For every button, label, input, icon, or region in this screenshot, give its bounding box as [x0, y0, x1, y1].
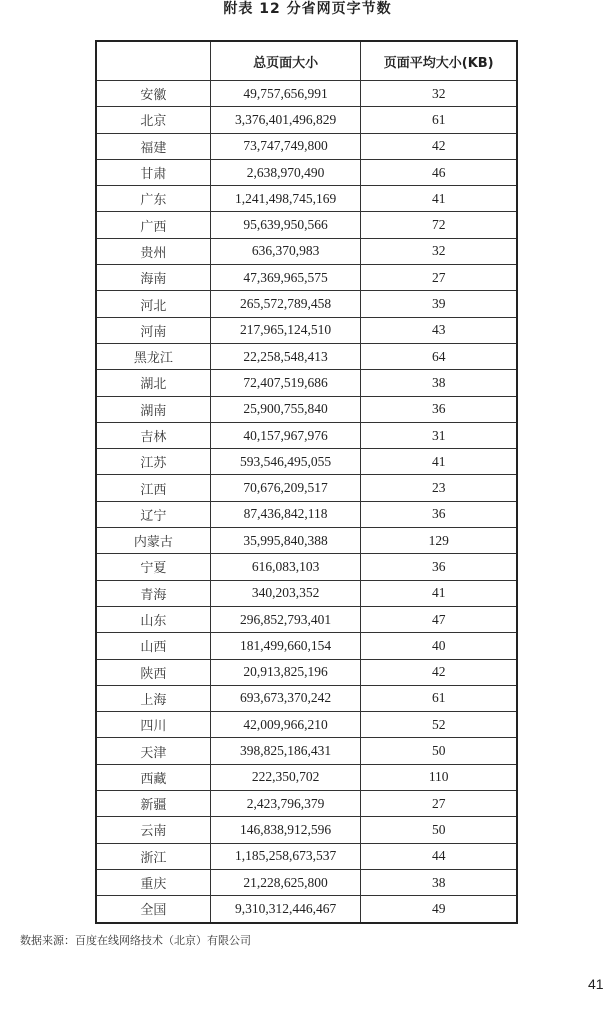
cell-total-size: 616,083,103	[210, 554, 361, 580]
cell-total-size: 265,572,789,458	[210, 291, 361, 317]
cell-province: 海南	[96, 265, 210, 291]
cell-province: 四川	[96, 712, 210, 738]
page-number: 41	[588, 976, 604, 992]
table-row	[96, 107, 517, 133]
cell-avg-size: 32	[361, 81, 517, 107]
cell-province: 辽宁	[96, 501, 210, 527]
cell-total-size: 222,350,702	[210, 764, 361, 790]
cell-total-size: 146,838,912,596	[210, 817, 361, 843]
table-row	[96, 554, 517, 580]
source-note: 数据来源：百度在线网络技术（北京）有限公司	[20, 934, 251, 947]
table-row	[96, 685, 517, 711]
table-row	[96, 212, 517, 238]
table-row	[96, 475, 517, 501]
cell-avg-size: 31	[361, 422, 517, 448]
cell-avg-size: 52	[361, 712, 517, 738]
cell-avg-size: 40	[361, 633, 517, 659]
cell-avg-size: 32	[361, 238, 517, 264]
table-row	[96, 370, 517, 396]
cell-total-size: 2,638,970,490	[210, 159, 361, 185]
cell-avg-size: 38	[361, 869, 517, 895]
cell-avg-size: 36	[361, 396, 517, 422]
cell-total-size: 25,900,755,840	[210, 396, 361, 422]
cell-province: 河南	[96, 317, 210, 343]
table-row	[96, 449, 517, 475]
table-row	[96, 291, 517, 317]
cell-total-size: 87,436,842,118	[210, 501, 361, 527]
cell-total-size: 181,499,660,154	[210, 633, 361, 659]
cell-total-size: 35,995,840,388	[210, 528, 361, 554]
cell-avg-size: 36	[361, 554, 517, 580]
table-row	[96, 738, 517, 764]
cell-total-size: 73,747,749,800	[210, 133, 361, 159]
cell-province: 安徽	[96, 81, 210, 107]
cell-avg-size: 64	[361, 343, 517, 369]
header-total-size: 总页面大小	[210, 41, 361, 81]
table-row	[96, 317, 517, 343]
cell-avg-size: 23	[361, 475, 517, 501]
cell-total-size: 340,203,352	[210, 580, 361, 606]
table-row	[96, 817, 517, 843]
cell-province: 西藏	[96, 764, 210, 790]
cell-province: 天津	[96, 738, 210, 764]
cell-province: 甘肃	[96, 159, 210, 185]
table-row	[96, 265, 517, 291]
cell-avg-size: 41	[361, 186, 517, 212]
cell-province: 吉林	[96, 422, 210, 448]
table-row	[96, 343, 517, 369]
cell-province: 云南	[96, 817, 210, 843]
cell-avg-size: 50	[361, 738, 517, 764]
cell-total-size: 3,376,401,496,829	[210, 107, 361, 133]
cell-total-size: 42,009,966,210	[210, 712, 361, 738]
cell-total-size: 398,825,186,431	[210, 738, 361, 764]
cell-province: 陕西	[96, 659, 210, 685]
cell-province: 湖北	[96, 370, 210, 396]
cell-total-size: 1,185,258,673,537	[210, 843, 361, 869]
cell-province: 山东	[96, 606, 210, 632]
header-row	[96, 41, 517, 81]
cell-province: 浙江	[96, 843, 210, 869]
cell-avg-size: 50	[361, 817, 517, 843]
cell-total-size: 9,310,312,446,467	[210, 896, 361, 923]
cell-total-size: 296,852,793,401	[210, 606, 361, 632]
header-avg-size: 页面平均大小(KB)	[361, 41, 517, 81]
table-row	[96, 633, 517, 659]
cell-province: 北京	[96, 107, 210, 133]
cell-avg-size: 38	[361, 370, 517, 396]
table-title: 附表 12 分省网页字节数	[223, 1, 392, 17]
cell-province: 上海	[96, 685, 210, 711]
table-row	[96, 133, 517, 159]
cell-province: 广东	[96, 186, 210, 212]
table-row	[96, 896, 517, 923]
table-row	[96, 422, 517, 448]
cell-avg-size: 61	[361, 685, 517, 711]
cell-avg-size: 39	[361, 291, 517, 317]
cell-province: 黑龙江	[96, 343, 210, 369]
cell-avg-size: 46	[361, 159, 517, 185]
cell-total-size: 49,757,656,991	[210, 81, 361, 107]
province-page-bytes-table	[95, 40, 518, 924]
table-row	[96, 501, 517, 527]
table-row	[96, 81, 517, 107]
table-row	[96, 238, 517, 264]
cell-province: 全国	[96, 896, 210, 923]
cell-province: 内蒙古	[96, 528, 210, 554]
cell-total-size: 40,157,967,976	[210, 422, 361, 448]
cell-total-size: 22,258,548,413	[210, 343, 361, 369]
table-row	[96, 764, 517, 790]
cell-total-size: 1,241,498,745,169	[210, 186, 361, 212]
cell-total-size: 21,228,625,800	[210, 869, 361, 895]
cell-avg-size: 49	[361, 896, 517, 923]
cell-avg-size: 44	[361, 843, 517, 869]
cell-avg-size: 47	[361, 606, 517, 632]
cell-total-size: 72,407,519,686	[210, 370, 361, 396]
cell-total-size: 636,370,983	[210, 238, 361, 264]
cell-total-size: 217,965,124,510	[210, 317, 361, 343]
cell-province: 广西	[96, 212, 210, 238]
cell-total-size: 593,546,495,055	[210, 449, 361, 475]
cell-province: 新疆	[96, 791, 210, 817]
table-row	[96, 659, 517, 685]
cell-avg-size: 129	[361, 528, 517, 554]
cell-province: 福建	[96, 133, 210, 159]
cell-province: 山西	[96, 633, 210, 659]
cell-avg-size: 43	[361, 317, 517, 343]
cell-province: 江苏	[96, 449, 210, 475]
cell-province: 湖南	[96, 396, 210, 422]
table-row	[96, 580, 517, 606]
table-row	[96, 528, 517, 554]
cell-avg-size: 72	[361, 212, 517, 238]
cell-province: 宁夏	[96, 554, 210, 580]
cell-avg-size: 42	[361, 659, 517, 685]
cell-total-size: 95,639,950,566	[210, 212, 361, 238]
cell-avg-size: 42	[361, 133, 517, 159]
cell-avg-size: 27	[361, 265, 517, 291]
cell-province: 贵州	[96, 238, 210, 264]
cell-province: 重庆	[96, 869, 210, 895]
table-body	[96, 81, 517, 923]
cell-avg-size: 36	[361, 501, 517, 527]
table-row	[96, 159, 517, 185]
cell-avg-size: 27	[361, 791, 517, 817]
cell-province: 青海	[96, 580, 210, 606]
cell-avg-size: 61	[361, 107, 517, 133]
cell-total-size: 693,673,370,242	[210, 685, 361, 711]
cell-total-size: 2,423,796,379	[210, 791, 361, 817]
cell-province: 河北	[96, 291, 210, 317]
cell-avg-size: 41	[361, 449, 517, 475]
cell-avg-size: 41	[361, 580, 517, 606]
header-province	[96, 41, 210, 81]
table-row	[96, 396, 517, 422]
cell-total-size: 47,369,965,575	[210, 265, 361, 291]
table-row	[96, 869, 517, 895]
cell-total-size: 70,676,209,517	[210, 475, 361, 501]
table-row	[96, 791, 517, 817]
cell-avg-size: 110	[361, 764, 517, 790]
table-row	[96, 712, 517, 738]
table-row	[96, 843, 517, 869]
cell-total-size: 20,913,825,196	[210, 659, 361, 685]
table-row	[96, 186, 517, 212]
cell-province: 江西	[96, 475, 210, 501]
table-row	[96, 606, 517, 632]
